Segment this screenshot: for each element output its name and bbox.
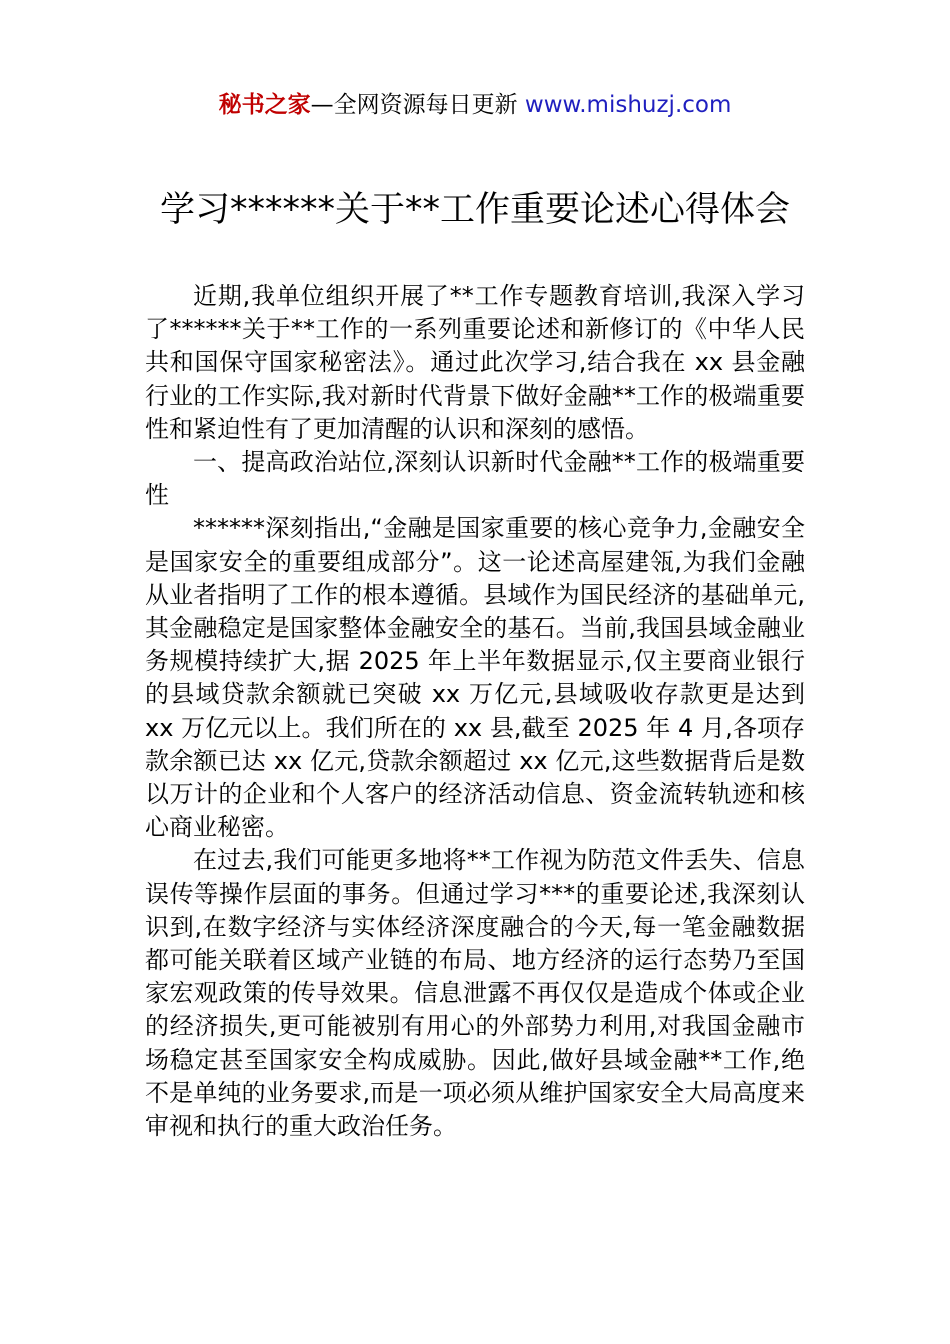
site-tagline: —全网资源每日更新 xyxy=(310,92,518,118)
paragraph-intro: 近期,我单位组织开展了**工作专题教育培训,我深入学习了******关于**工作的一系列重要论述和新修订的《中华人民共和国保守国家秘密法》。通过此次学习,结合我在 xx 县金融行业的工作实际,我对新时代背景下做好金融**工作的极端重要性和紧迫性有了更加清醒的认识和深刻的感悟。 xyxy=(145,282,805,443)
site-url-link[interactable]: www.mishuzj.com xyxy=(524,92,732,118)
paragraph-3: 在过去,我们可能更多地将**工作视为防范文件丢失、信息误传等操作层面的事务。但通过学习***的重要论述,我深刻认识到,在数字经济与实体经济深度融合的今天,每一笔金融数据都可能关联着区域产业链的布局、地方经济的运行态势乃至国家宏观政策的传导效果。信息泄露不再仅仅是造成个体或企业的经济损失,更可能被别有用心的外部势力利用,对我国金融市场稳定甚至国家安全构成威胁。因此,做好县域金融**工作,绝不是单纯的业务要求,而是一项必须从维护国家安全大局高度来审视和执行的重大政治任务。 xyxy=(145,846,805,1141)
paragraph-2: ******深刻指出,“金融是国家重要的核心竞争力,金融安全是国家安全的重要组成部分”。这一论述高屋建瓴,为我们金融从业者指明了工作的根本遵循。县域作为国民经济的基础单元,其金融稳定是国家整体金融安全的基石。当前,我国县域金融业务规模持续扩大,据 2025 年上半年数据显示,仅主要商业银行的县域贷款余额就已突破 xx 万亿元,县域吸收存款更是达到 xx 万亿元以上。我们所在的 xx 县,截至 2025 年 4 月,各项存款余额已达 xx 亿元,贷款余额超过 xx 亿元,这些数据背后是数以万计的企业和个人客户的经济活动信息、资金流转轨迹和核心商业秘密。 xyxy=(145,514,805,842)
document-title: 学习******关于**工作重要论述心得体会 xyxy=(159,190,790,230)
site-brand: 秘书之家 xyxy=(218,92,311,118)
section-heading-1: 一、提高政治站位,深刻认识新时代金融**工作的极端重要性 xyxy=(145,448,805,510)
document-body xyxy=(145,280,805,1143)
site-header xyxy=(0,88,950,122)
